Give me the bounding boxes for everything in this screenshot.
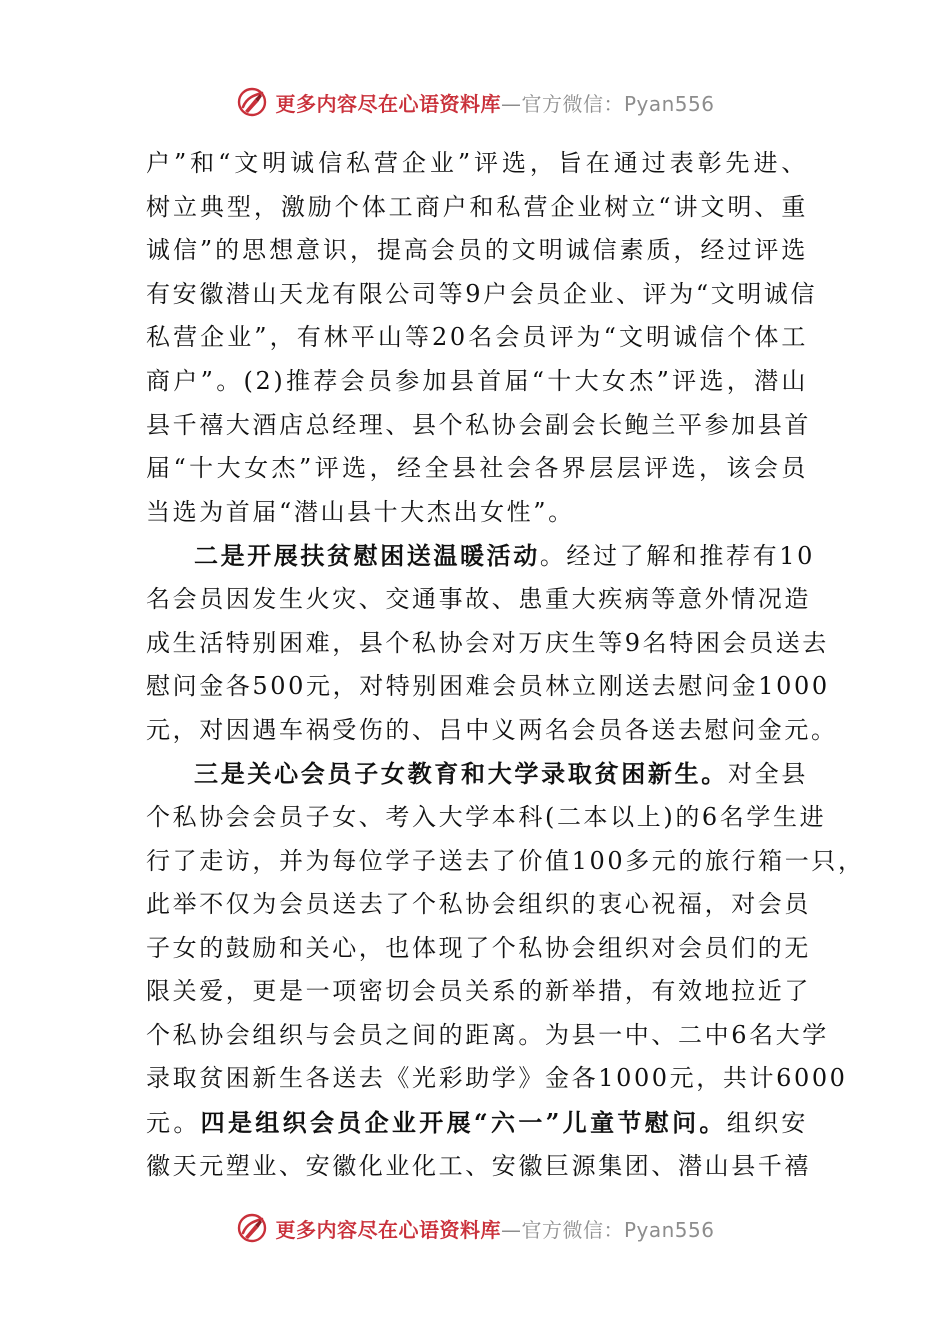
body-line <box>146 1101 808 1145</box>
header-banner <box>0 82 950 122</box>
line-text: 个私协会会员子女、考入大学本科(二本以上)的6名学生进 <box>146 802 827 831</box>
body-line <box>146 229 808 273</box>
body-line <box>146 665 830 709</box>
header-brand: 更多内容尽在心语资料库 <box>275 91 501 116</box>
line-text: 元，对因遇车祸受伤的、吕中义两名会员各送去慰问金元。 <box>146 715 838 744</box>
body-line <box>146 1014 829 1058</box>
body-line <box>146 186 808 230</box>
body-line <box>146 796 827 840</box>
line-text: 私营企业”，有林平山等20名会员评为“文明诚信个体工 <box>146 323 808 352</box>
line-text: 慰问金各500元，对特别困难会员林立刚送去慰问金1000 <box>146 672 830 701</box>
body-line <box>146 491 808 535</box>
pen-swirl-logo-icon <box>235 85 269 119</box>
body-line <box>146 316 808 360</box>
body-line <box>146 404 811 448</box>
line-text: 树立典型，激励个体工商户和私营企业树立“讲文明、重 <box>146 192 808 221</box>
line-text: 。经过了解和推荐有10 <box>539 542 815 571</box>
body-line <box>146 273 818 317</box>
header-banner-text <box>275 88 714 117</box>
body-line <box>146 578 811 622</box>
body-line <box>146 709 838 753</box>
line-text: 商户”。(2)推荐会员参加县首届“十大女杰”评选，潜山 <box>146 366 808 395</box>
body-line <box>146 1057 848 1101</box>
line-text: 限关爱，更是一项密切会员关系的新举措，有效地拉近了 <box>146 977 811 1006</box>
line-text: 有安徽潜山天龙有限公司等9户会员企业、评为“文明诚信 <box>146 279 818 308</box>
document-body <box>146 142 865 1188</box>
body-line <box>146 142 808 186</box>
footer-brand: 更多内容尽在心语资料库 <box>275 1217 501 1242</box>
body-line <box>146 883 811 927</box>
line-text: 名会员因发生火灾、交通事故、患重大疾病等意外情况造 <box>146 584 811 613</box>
line-text: 届“十大女杰”评选，经全县社会各界层层评选，该会员 <box>146 454 808 483</box>
line-text: 成生活特别困难，县个私协会对万庆生等9名特困会员送去 <box>146 628 829 657</box>
footer-separator: — <box>500 1217 522 1242</box>
footer-banner <box>0 1208 950 1248</box>
line-text: 当选为首届“潜山县十大杰出女性”。 <box>146 497 575 526</box>
body-line <box>146 840 865 884</box>
paragraph-lead-heading: 三是关心会员子女教育和大学录取贫困新生。 <box>194 759 728 789</box>
line-text: 户”和“文明诚信私营企业”评选，旨在通过表彰先进、 <box>146 149 808 177</box>
line-text: 对全县 <box>728 760 808 789</box>
footer-banner-text <box>275 1214 714 1243</box>
body-line <box>146 622 829 666</box>
line-text: 徽天元塑业、安徽化业化工、安徽巨源集团、潜山县千禧 <box>146 1151 811 1180</box>
line-text: 行了走访，并为每位学子送去了价值100多元的旅行箱一只， <box>146 846 865 875</box>
body-line <box>146 1145 811 1189</box>
line-text: 此举不仅为会员送去了个私协会组织的衷心祝福，对会员 <box>146 890 811 919</box>
body-line <box>146 927 811 971</box>
footer-contact: 官方微信：Pyan556 <box>521 1217 715 1242</box>
line-text: 子女的鼓励和关心，也体现了个私协会组织对会员们的无 <box>146 933 811 962</box>
header-separator: — <box>500 91 522 116</box>
body-line <box>146 447 808 491</box>
line-text: 组织安 <box>726 1109 808 1138</box>
pen-swirl-logo-icon <box>235 1211 269 1245</box>
header-contact: 官方微信：Pyan556 <box>521 91 715 116</box>
body-line <box>146 360 808 404</box>
line-text: 县千禧大酒店总经理、县个私协会副会长鲍兰平参加县首 <box>146 410 811 439</box>
line-text: 诚信”的思想意识，提高会员的文明诚信素质，经过评选 <box>146 236 808 265</box>
paragraph-lead-heading: 四是组织会员企业开展“六一”儿童节慰问。 <box>200 1108 727 1138</box>
body-line <box>146 534 815 578</box>
body-line <box>146 752 808 796</box>
paragraph-lead-heading: 二是开展扶贫慰困送温暖活动 <box>194 541 540 571</box>
line-text: 个私协会组织与会员之间的距离。为县一中、二中6名大学 <box>146 1020 829 1049</box>
line-text: 录取贫困新生各送去《光彩助学》金各1000元，共计6000 <box>146 1064 848 1093</box>
line-prefix-text: 元。 <box>146 1109 201 1138</box>
body-line <box>146 970 811 1014</box>
